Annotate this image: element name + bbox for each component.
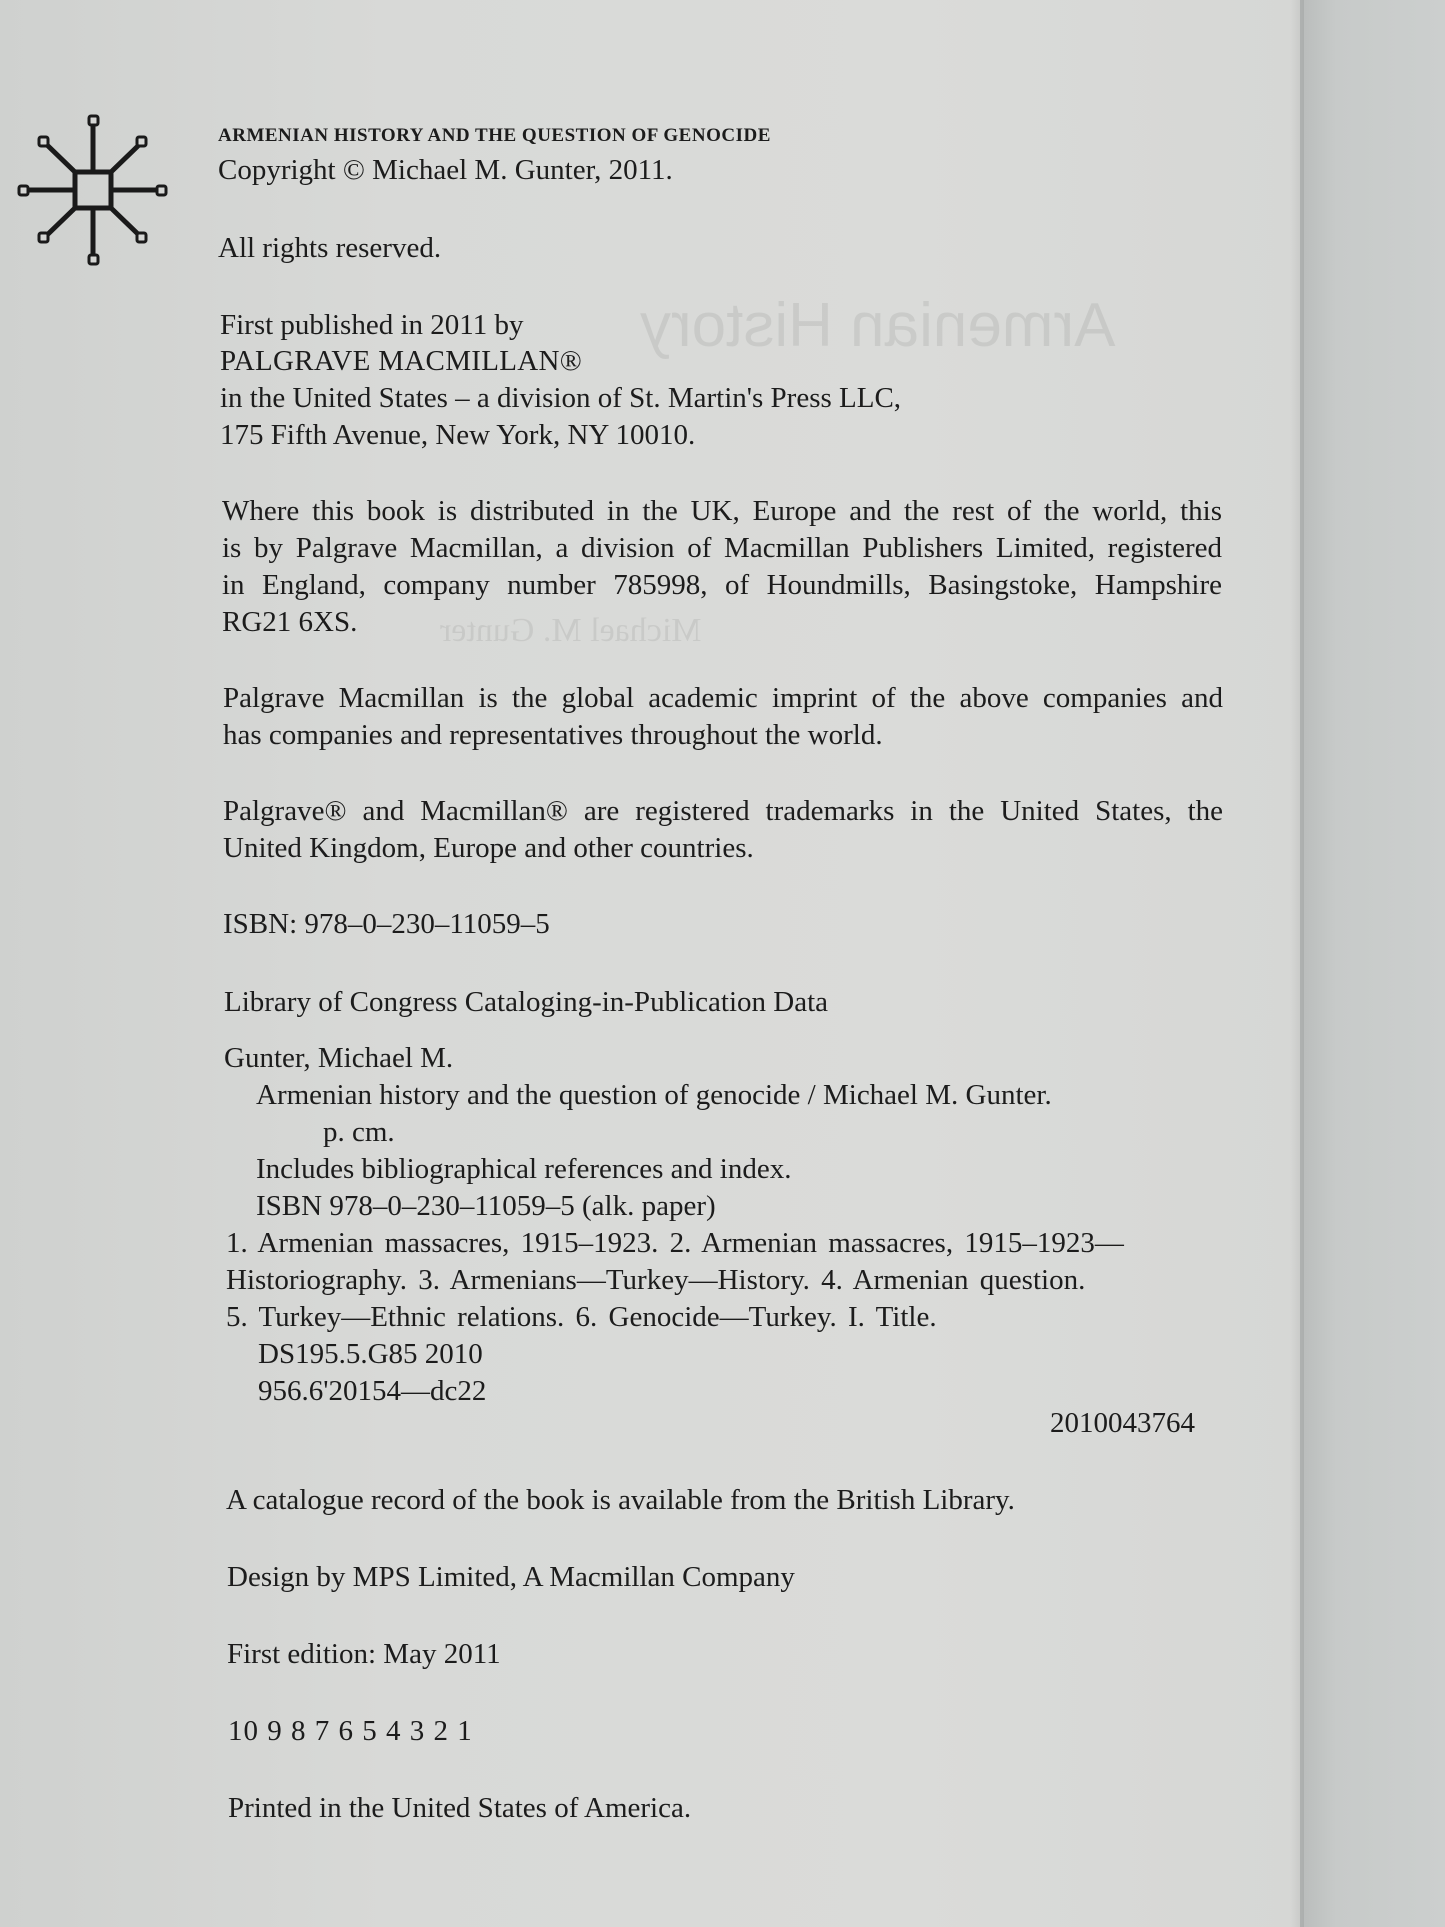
cip-call-number: DS195.5.G85 2010 [258,1338,483,1370]
cip-lccn: 2010043764 [1050,1407,1195,1439]
first-published: First published in 2011 by [220,309,524,341]
british-library-note: A catalogue record of the book is available from the British Library. [226,1484,1015,1516]
cip-title: Armenian history and the question of genocide / Michael M. Gunter. [256,1079,1052,1111]
cip-dewey: 956.6'20154—dc22 [258,1375,487,1407]
trademark-line: Palgrave® and Macmillan® are registered trademarks in the United States, the [223,795,1223,827]
cip-heading: Library of Congress Cataloging-in-Publication Data [224,986,829,1018]
cip-subject-line: Historiography. 3. Armenians—Turkey—History. 4. Armenian question. [226,1264,1086,1296]
publisher-logo-icon [14,112,170,268]
trademark-line: United Kingdom, Europe and other countries. [223,832,754,864]
isbn: ISBN: 978–0–230–11059–5 [223,908,550,940]
distribution-line: in England, company number 785998, of Houndmills, Basingstoke, Hampshire [222,569,1222,601]
copyright-line: Copyright © Michael M. Gunter, 2011. [218,154,673,186]
book-title-caps: ARMENIAN HISTORY AND THE QUESTION OF GENOCIDE [218,125,771,146]
imprint-line: Palgrave Macmillan is the global academic imprint of the above companies and [223,682,1223,714]
publisher-address: 175 Fifth Avenue, New York, NY 10010. [220,419,696,451]
publisher-division: in the United States – a division of St. Martin's Press LLC, [220,382,902,414]
cip-author: Gunter, Michael M. [224,1042,454,1074]
printed-in: Printed in the United States of America. [228,1792,692,1824]
cip-includes: Includes bibliographical references and index. [256,1153,792,1185]
publisher-name: PALGRAVE MACMILLAN® [220,345,583,377]
edition: First edition: May 2011 [227,1638,501,1670]
cip-isbn: ISBN 978–0–230–11059–5 (alk. paper) [256,1190,716,1222]
distribution-line: Where this book is distributed in the UK, Europe and the rest of the world, this [222,495,1222,527]
cip-pcm: p. cm. [323,1116,395,1148]
imprint-line: has companies and representatives throughout the world. [223,719,883,751]
design-credit: Design by MPS Limited, A Macmillan Company [227,1561,795,1593]
rights-reserved: All rights reserved. [218,232,442,264]
distribution-line: RG21 6XS. [222,606,358,638]
page-gutter [1290,0,1304,1927]
cip-subject-line: 5. Turkey—Ethnic relations. 6. Genocide—Turkey. I. Title. [226,1301,937,1333]
distribution-line: is by Palgrave Macmillan, a division of Macmillan Publishers Limited, registered [222,532,1222,564]
cip-subject-line: 1. Armenian massacres, 1915–1923. 2. Armenian massacres, 1915–1923— [226,1227,1124,1259]
printing-line: 10 9 8 7 6 5 4 3 2 1 [228,1715,473,1747]
facing-page-edge [1300,0,1445,1927]
